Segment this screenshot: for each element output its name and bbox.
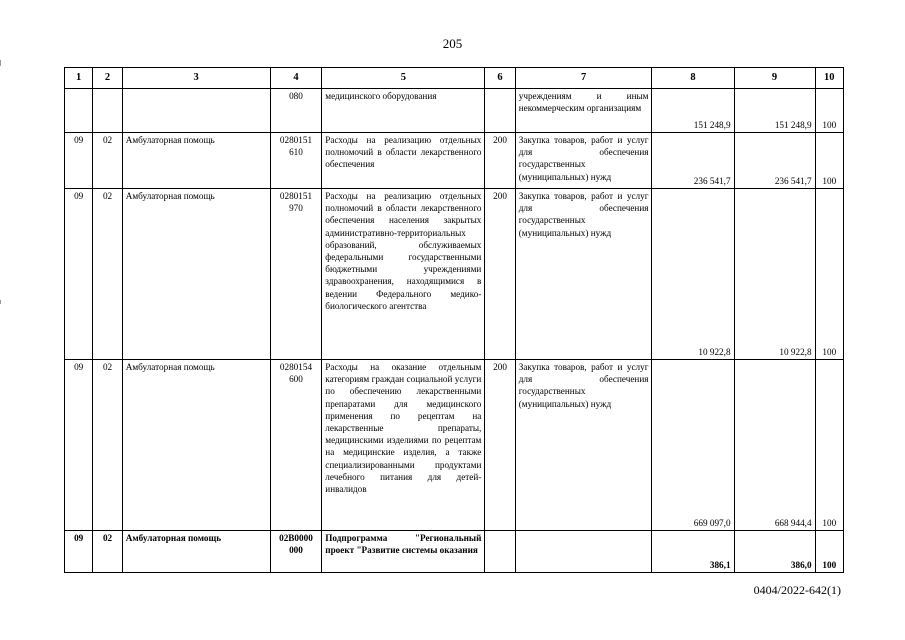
actual-amount-cell: 386,0	[734, 531, 815, 573]
expense-type-name-cell: Закупка товаров, работ и услуг для обеспечения государственных (муниципальных) нужд	[515, 133, 652, 189]
column-header: 6	[485, 68, 515, 89]
percent-cell: 100	[815, 531, 843, 573]
column-header: 4	[270, 68, 322, 89]
column-header: 7	[515, 68, 652, 89]
table-row	[65, 89, 844, 133]
plan-amount-cell: 669 097,0	[652, 360, 734, 531]
expense-type-cell: 200	[485, 133, 515, 189]
header-row	[65, 68, 844, 89]
column-header: 2	[93, 68, 122, 89]
name-cell: Амбулаторная помощь	[122, 133, 270, 189]
table-row	[65, 133, 844, 189]
section-cell: 09	[65, 360, 93, 531]
section-cell: 09	[65, 133, 93, 189]
description-cell: Расходы на реализацию отдельных полномочий в области лекарственного обеспечения	[322, 133, 485, 189]
subsection-cell: 02	[93, 360, 122, 531]
percent-cell: 100	[815, 189, 843, 360]
subsection-cell	[93, 89, 122, 133]
expense-type-cell: 200	[485, 360, 515, 531]
column-header: 5	[322, 68, 485, 89]
name-cell	[122, 89, 270, 133]
description-cell: медицинского оборудования	[322, 89, 485, 133]
actual-amount-cell: 151 248,9	[734, 89, 815, 133]
subsection-cell: 02	[93, 531, 122, 573]
section-cell: 09	[65, 531, 93, 573]
scan-mark	[0, 300, 1, 304]
target-code-cell: 02В0000 000	[270, 531, 322, 573]
subsection-cell: 02	[93, 189, 122, 360]
actual-amount-cell: 668 944,4	[734, 360, 815, 531]
scan-mark	[0, 60, 1, 66]
plan-amount-cell: 236 541,7	[652, 133, 734, 189]
target-code-cell: 0280151 610	[270, 133, 322, 189]
expense-type-cell	[485, 531, 515, 573]
column-header: 10	[815, 68, 843, 89]
table-row	[65, 360, 844, 531]
description-cell: Расходы на реализацию отдельных полномочий в области лекарственного обеспечения населения закрытых административно-территориальных образований, обслуживаемых федеральными государственными бюджетными учреждениями здравоохранения, находящимися в ведении Федерального медико-биологического агентства	[322, 189, 485, 360]
table-row	[65, 189, 844, 360]
subsection-cell: 02	[93, 133, 122, 189]
section-cell	[65, 89, 93, 133]
budget-table	[64, 67, 844, 573]
percent-cell: 100	[815, 360, 843, 531]
column-header: 1	[65, 68, 93, 89]
column-header: 9	[734, 68, 815, 89]
document-code: 0404/2022-642(1)	[753, 583, 841, 597]
expense-type-cell: 200	[485, 189, 515, 360]
name-cell: Амбулаторная помощь	[122, 531, 270, 573]
page-number: 205	[442, 36, 463, 51]
percent-cell: 100	[815, 133, 843, 189]
column-header: 8	[652, 68, 734, 89]
target-code-cell: 0280151 970	[270, 189, 322, 360]
actual-amount-cell: 10 922,8	[734, 189, 815, 360]
actual-amount-cell: 236 541,7	[734, 133, 815, 189]
expense-type-name-cell: учреждениям и иным некоммерческим организациям	[515, 89, 652, 133]
plan-amount-cell: 151 248,9	[652, 89, 734, 133]
expense-type-name-cell: Закупка товаров, работ и услуг для обеспечения государственных (муниципальных) нужд	[515, 189, 652, 360]
name-cell: Амбулаторная помощь	[122, 189, 270, 360]
column-header: 3	[122, 68, 270, 89]
expense-type-name-cell: Закупка товаров, работ и услуг для обеспечения государственных (муниципальных) нужд	[515, 360, 652, 531]
target-code-cell: 0280154 600	[270, 360, 322, 531]
name-cell: Амбулаторная помощь	[122, 360, 270, 531]
expense-type-name-cell	[515, 531, 652, 573]
section-cell: 09	[65, 189, 93, 360]
plan-amount-cell: 386,1	[652, 531, 734, 573]
target-code-cell: 080	[270, 89, 322, 133]
description-cell: Подпрограмма "Региональный проект "Развитие системы оказания	[322, 531, 485, 573]
percent-cell: 100	[815, 89, 843, 133]
expense-type-cell	[485, 89, 515, 133]
plan-amount-cell: 10 922,8	[652, 189, 734, 360]
description-cell: Расходы на оказание отдельным категориям граждан социальной услуги по обеспечению лекарственными препаратами для медицинского применения по рецептам на лекарственные препараты, медицинскими изделиями по рецептам на медицинские изделия, а также специализированными продуктами лечебного питания для детей-инвалидов	[322, 360, 485, 531]
table-row	[65, 531, 844, 573]
